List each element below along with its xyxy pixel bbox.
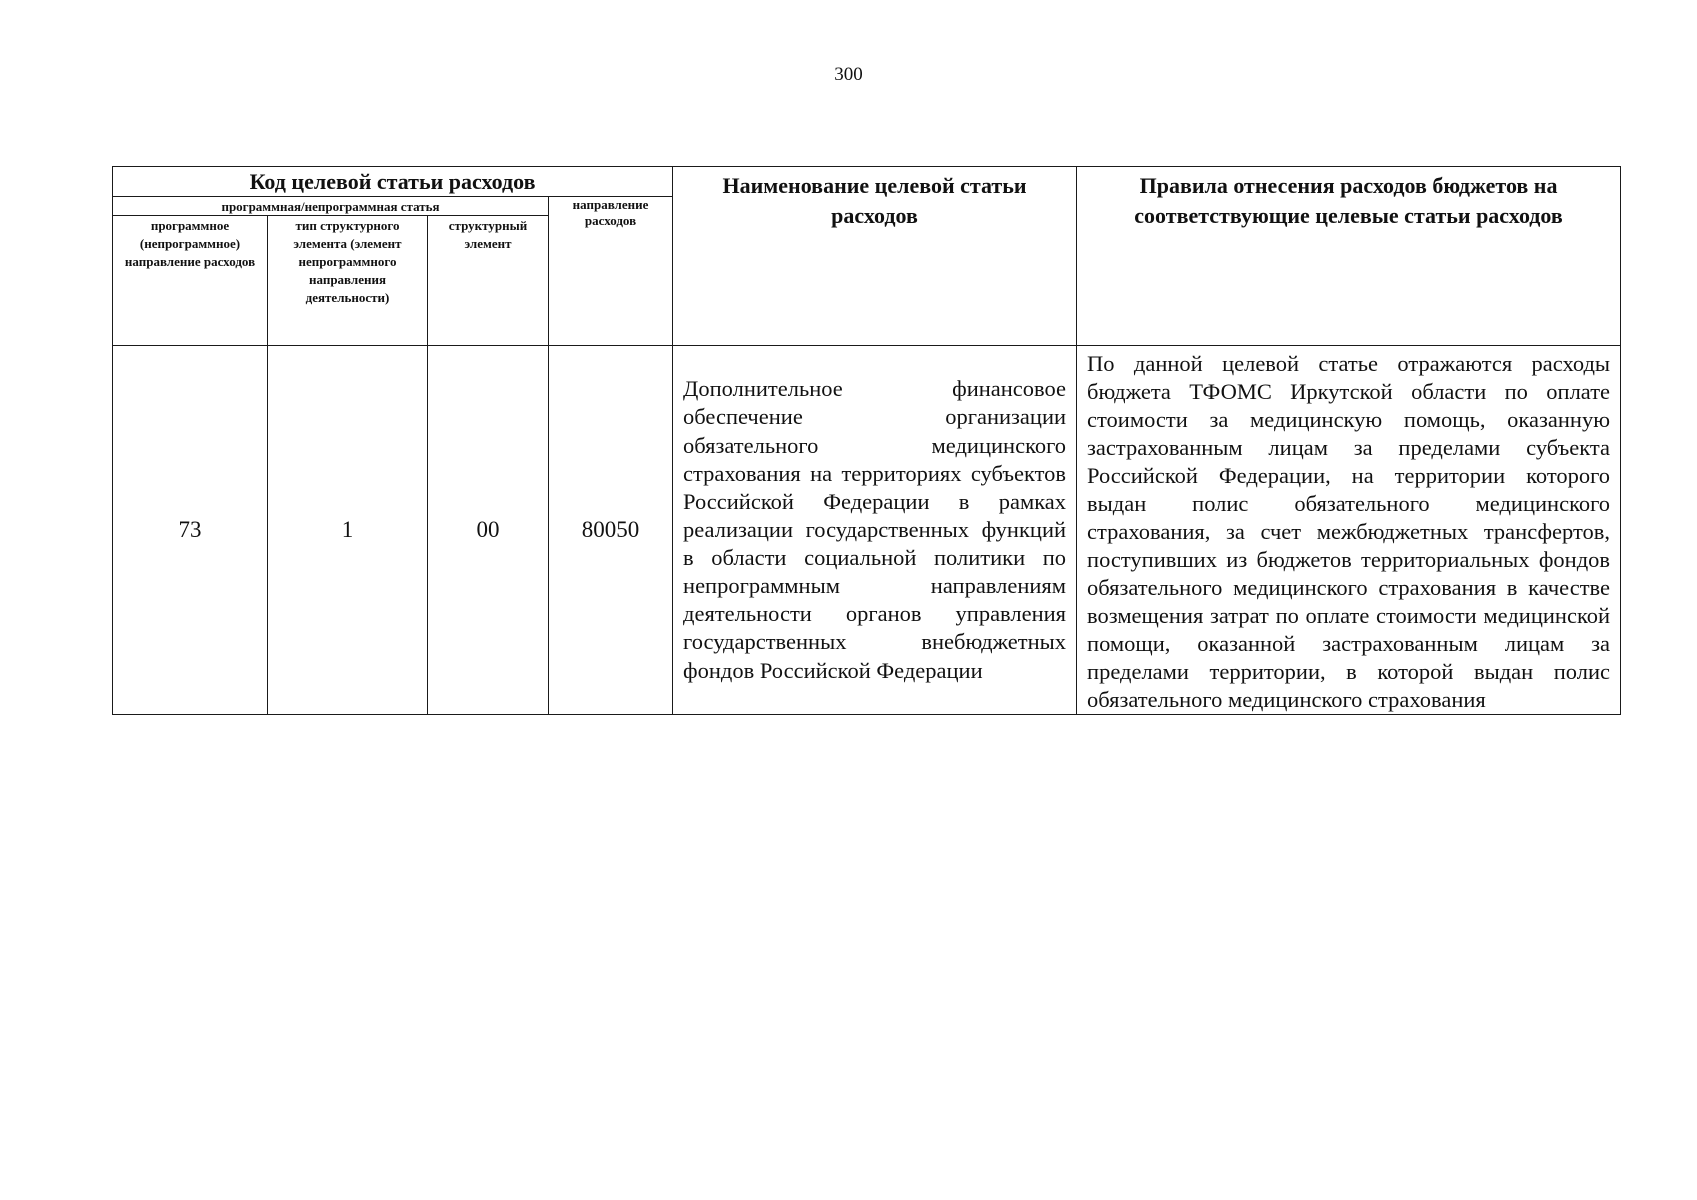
cell-structural-element: 00 — [428, 346, 549, 715]
header-rules: Правила отнесения расходов бюджетов на соответствующие целевые статьи расходов — [1077, 167, 1621, 346]
header-expense-direction: направление расходов — [549, 197, 673, 346]
header-code-group: Код целевой статьи расходов — [113, 167, 673, 197]
cell-structural-element-type: 1 — [268, 346, 428, 715]
header-program-group: программная/непрограммная статья — [113, 197, 549, 216]
header-structural-element: структурный элемент — [428, 216, 549, 346]
cell-program-direction: 73 — [113, 346, 268, 715]
target-expense-table — [112, 166, 1621, 715]
header-structural-element-type: тип структурного элемента (элемент непрограммного направления деятельности) — [268, 216, 428, 346]
header-program-direction: программное (непрограммное) направление расходов — [113, 216, 268, 346]
table-row — [113, 346, 1621, 715]
page-number: 300 — [834, 64, 863, 85]
header-target-name: Наименование целевой статьи расходов — [673, 167, 1077, 346]
cell-expense-direction: 80050 — [549, 346, 673, 715]
cell-rules: По данной целевой статье отражаются расходы бюджета ТФОМС Иркутской области по оплате стоимости за медицинскую помощь, оказанную застрахованным лицам за пределами субъекта Российской Федерации, на территории которого выдан полис обязательного медицинского страхования, за счет межбюджетных трансфертов, поступивших из бюджетов территориальных фондов обязательного медицинского страхования в качестве возмещения затрат по оплате стоимости медицинской помощи, оказанной застрахованным лицам за пределами территории, в которой выдан полис обязательного медицинского страхования — [1077, 346, 1621, 715]
cell-target-name: Дополнительное финансовое обеспечение организации обязательного медицинского страхования на территориях субъектов Российской Федерации в рамках реализации государственных функций в области социальной политики по непрограммным направлениям деятельности органов управления государственных внебюджетных фондов Российской Федерации — [673, 346, 1077, 715]
